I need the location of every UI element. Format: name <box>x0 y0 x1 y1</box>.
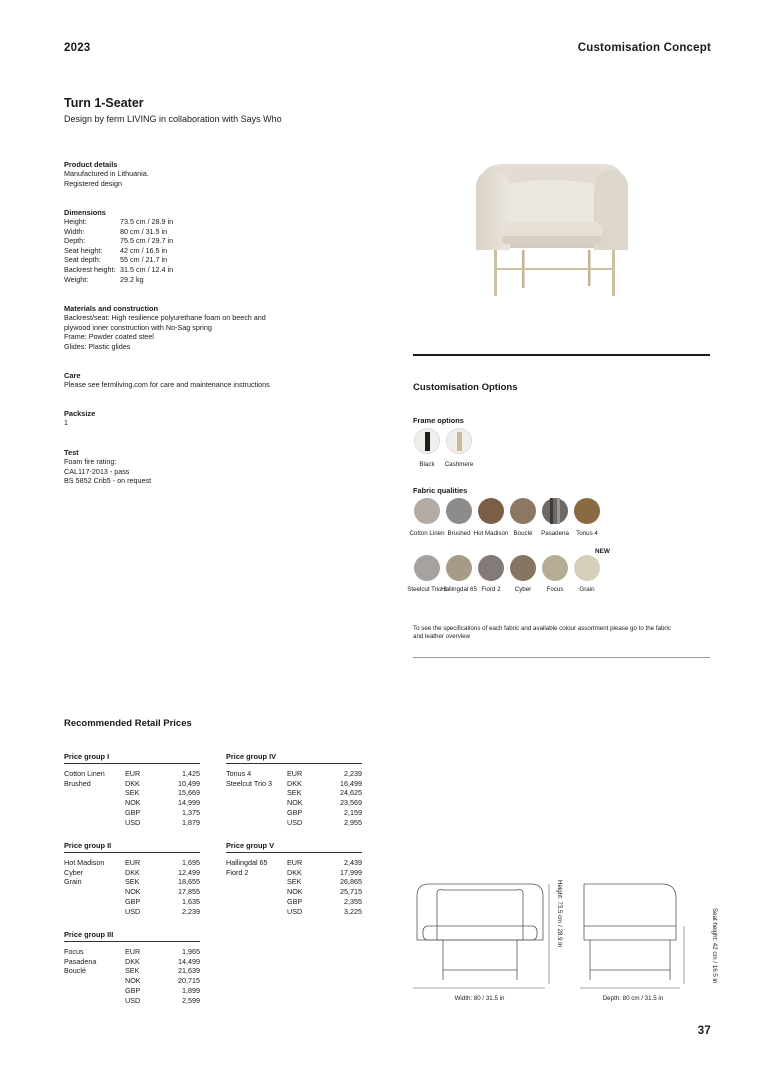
packsize-value: 1 <box>64 418 68 427</box>
fabric-label: Grain <box>579 586 595 593</box>
fabric-name: Hallingdal 65 <box>226 858 268 867</box>
fabric-name: Tonus 4 <box>226 769 252 778</box>
price-value: 17,855 <box>178 887 200 897</box>
price-value: 10,499 <box>178 778 200 788</box>
price-value: 18,655 <box>178 877 200 887</box>
currency: NOK <box>287 798 303 808</box>
dimensions <box>64 208 324 284</box>
price-value: 24,625 <box>340 788 362 798</box>
fabric-name: Steelcut Trio 3 <box>226 778 272 788</box>
currency: SEK <box>287 877 302 887</box>
price-value: 23,569 <box>340 798 362 808</box>
currency: NOK <box>125 887 141 897</box>
currency: NOK <box>125 976 141 986</box>
customisation-title: Customisation Options <box>413 382 518 393</box>
currency: EUR <box>125 858 141 867</box>
frame-swatch-cashmere <box>446 428 472 454</box>
details-line: Registered design <box>64 178 122 188</box>
price-value: 21,639 <box>178 966 200 976</box>
materials-line: Glides: Plastic glides <box>64 341 131 351</box>
page-number: 37 <box>697 1025 711 1037</box>
fabric-swatch-hallingdal-65 <box>446 555 472 581</box>
price-group-2 <box>64 841 200 916</box>
price-value: 1,695 <box>182 858 200 867</box>
dimension-row: Backrest height: 31.5 cm / 12.4 in <box>64 264 174 274</box>
fabric-name: Bouclé <box>64 966 86 976</box>
price-value: 2,355 <box>344 896 362 906</box>
new-badge: NEW <box>595 548 610 555</box>
packsize <box>64 409 164 428</box>
year: 2023 <box>64 42 91 54</box>
fabric-swatch-brushed <box>446 498 472 524</box>
currency: DKK <box>125 956 140 966</box>
price-value: 12,499 <box>178 867 200 877</box>
care-text: Please see fermliving.com for care and maintenance instructions <box>64 380 270 389</box>
fabric-name: Focus <box>64 947 84 956</box>
price-group-4 <box>226 752 362 827</box>
price-group-title: Price group IV <box>226 752 362 764</box>
fabric-swatch-focus <box>542 555 568 581</box>
top-divider <box>413 354 710 356</box>
fabric-name: Hot Madison <box>64 858 105 867</box>
product-name: Turn 1-Seater <box>64 96 144 110</box>
currency: DKK <box>125 867 140 877</box>
currency: GBP <box>125 807 141 817</box>
price-value: 2,159 <box>344 807 362 817</box>
fabric-label: Steelcut Trio 3 <box>407 586 447 593</box>
currency: GBP <box>287 807 303 817</box>
currency: USD <box>125 817 141 827</box>
fabric-label: Cotton Linen <box>409 530 445 537</box>
dimension-row: Seat height: 42 cm / 16.5 in <box>64 245 168 255</box>
fabric-name: Pasadena <box>64 956 97 966</box>
height-label: Height: 73.5 cm / 28.9 in <box>556 880 563 948</box>
test <box>64 448 264 486</box>
price-value: 2,239 <box>182 906 200 916</box>
price-value: 3,225 <box>344 906 362 916</box>
fabric-label: Cyber <box>514 586 532 593</box>
product-details <box>64 160 324 188</box>
fabric-swatch-cyber <box>510 555 536 581</box>
price-value: 1,375 <box>182 807 200 817</box>
frame-label-black: Black <box>419 461 435 468</box>
price-value: 1,965 <box>182 947 200 956</box>
black-frame-bar <box>425 432 430 451</box>
chair-photo <box>470 158 630 300</box>
fabric-label: Tonus 4 <box>576 530 598 537</box>
dimension-row: Weight: 29.2 kg <box>64 274 144 284</box>
currency: SEK <box>125 788 140 798</box>
price-group-1 <box>64 752 200 827</box>
currency: DKK <box>125 778 140 788</box>
price-value: 15,669 <box>178 788 200 798</box>
test-sublabel: Foam fire rating: <box>64 457 117 466</box>
fabric-note-line: To see the specifications of each fabric and available colour assortment please go to the fabric <box>413 625 671 632</box>
side-view-drawing <box>580 880 690 990</box>
currency: SEK <box>125 966 140 976</box>
price-group-5 <box>226 841 362 916</box>
fabric-note-line: and leather overview <box>413 633 471 641</box>
dimension-row: Depth: 75.5 cm / 29.7 in <box>64 236 174 246</box>
test-label: Test <box>64 448 79 457</box>
price-value: 2,599 <box>182 995 200 1005</box>
fabric-label: Focus <box>546 586 564 593</box>
dimension-row: Height: 73.5 cm / 28.9 in <box>64 217 174 226</box>
currency: NOK <box>125 798 141 808</box>
currency: SEK <box>125 877 140 887</box>
frame-swatch-black <box>414 428 440 454</box>
fabric-swatch-boucle <box>510 498 536 524</box>
fabric-qualities-label: Fabric qualities <box>413 486 468 495</box>
price-group-title: Price group III <box>64 930 200 942</box>
price-value: 2,439 <box>344 858 362 867</box>
width-label: Width: 80 / 31.5 in <box>454 995 505 1002</box>
currency: EUR <box>125 769 141 778</box>
prices-title: Recommended Retail Prices <box>64 718 192 729</box>
frame-label-cashmere: Cashmere <box>444 461 474 468</box>
materials-line: Backrest/seat: High resilience polyurethane foam on beech and <box>64 313 266 322</box>
fabric-name: Fiord 2 <box>226 867 249 877</box>
care-label: Care <box>64 371 81 380</box>
fabric-swatch-fiord-2 <box>478 555 504 581</box>
fabric-name: Cyber <box>64 867 84 877</box>
fabric-name: Cotton Linen <box>64 769 105 778</box>
packsize-label: Packsize <box>64 409 96 418</box>
price-value: 14,499 <box>178 956 200 966</box>
price-value: 25,715 <box>340 887 362 897</box>
price-value: 14,999 <box>178 798 200 808</box>
fabric-label: Bouclé <box>513 530 533 537</box>
test-line: BS 5852 Crib5 - on request <box>64 476 152 486</box>
dimension-row: Width: 80 cm / 31.5 in <box>64 226 168 236</box>
price-value: 26,865 <box>340 877 362 887</box>
fabric-label: Fiord 2 <box>481 586 501 593</box>
price-group-title: Price group I <box>64 752 200 764</box>
currency: SEK <box>287 788 302 798</box>
details-label: Product details <box>64 160 118 169</box>
price-value: 1,425 <box>182 769 200 778</box>
fabric-swatch-hot-madison <box>478 498 504 524</box>
price-value: 2,239 <box>344 769 362 778</box>
frame-options-label: Frame options <box>413 416 464 425</box>
fabric-label: Pasadena <box>541 530 569 537</box>
cashmere-frame-bar <box>457 432 462 451</box>
currency: GBP <box>287 896 303 906</box>
product-designer: Design by ferm LIVING in collaboration with Says Who <box>64 114 282 124</box>
fabric-swatch-cotton-linen <box>414 498 440 524</box>
currency: USD <box>287 906 303 916</box>
price-value: 1,879 <box>182 817 200 827</box>
dimensions-label: Dimensions <box>64 208 106 217</box>
price-value: 1,635 <box>182 896 200 906</box>
price-group-title: Price group II <box>64 841 200 853</box>
fabric-name: Grain <box>64 877 82 887</box>
materials-line: plywood inner construction with No-Sag spring <box>64 322 212 332</box>
fabric-label: Hallingdal 65 <box>441 586 477 593</box>
fabric-note <box>413 625 710 642</box>
materials <box>64 304 344 351</box>
care <box>64 371 344 390</box>
currency: USD <box>287 817 303 827</box>
currency: NOK <box>287 887 303 897</box>
price-group-3 <box>64 930 200 1005</box>
concept-title: Customisation Concept <box>577 42 711 54</box>
price-value: 1,899 <box>182 985 200 995</box>
test-line: CAL117-2013 - pass <box>64 466 130 476</box>
materials-line: Frame: Powder coated steel <box>64 332 154 342</box>
front-view-drawing <box>413 880 563 990</box>
fabric-label: Brushed <box>447 530 471 537</box>
price-value: 20,715 <box>178 976 200 986</box>
fabric-swatch-tonus-4 <box>574 498 600 524</box>
currency: DKK <box>287 778 302 788</box>
price-group-title: Price group V <box>226 841 362 853</box>
depth-label: Depth: 80 cm / 31.5 in <box>602 995 664 1002</box>
fabric-name: Brushed <box>64 778 91 788</box>
price-value: 17,999 <box>340 867 362 877</box>
currency: EUR <box>125 947 141 956</box>
currency: USD <box>125 995 141 1005</box>
currency: EUR <box>287 769 303 778</box>
currency: GBP <box>125 985 141 995</box>
details-line: Manufactured in Lithuania. <box>64 169 149 178</box>
currency: USD <box>125 906 141 916</box>
fabric-swatch-grain <box>574 555 600 581</box>
seat-height-label: Seat height: 42 cm / 16.5 in <box>711 908 718 984</box>
materials-label: Materials and construction <box>64 304 159 313</box>
dimension-row: Seat depth: 55 cm / 21.7 in <box>64 255 168 265</box>
fabric-swatch-steelcut-trio-3 <box>414 555 440 581</box>
price-value: 2,955 <box>344 817 362 827</box>
currency: GBP <box>125 896 141 906</box>
fabric-swatch-pasadena <box>542 498 568 524</box>
fabric-label: Hot Madison <box>473 530 509 537</box>
price-value: 16,499 <box>340 778 362 788</box>
currency: EUR <box>287 858 303 867</box>
bottom-divider <box>413 657 710 658</box>
currency: DKK <box>287 867 302 877</box>
